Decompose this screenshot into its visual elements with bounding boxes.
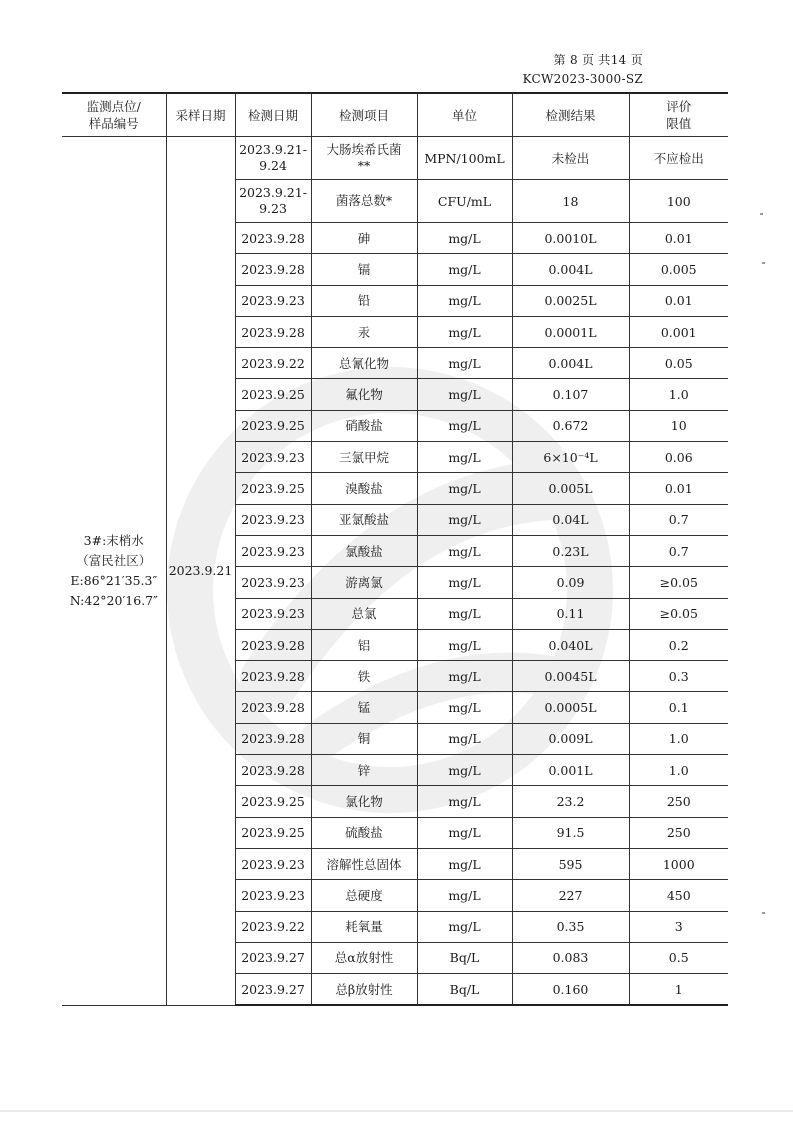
limit-cell: 1.0 [629, 723, 728, 754]
test-date-text: 2023.9.22 [241, 919, 305, 935]
test-date-text: 2023.9.28 [241, 668, 305, 684]
item-text: 铝 [357, 637, 371, 653]
unit-cell: mg/L [417, 567, 512, 598]
result-cell: 0.35 [512, 911, 629, 942]
test-date-text: 2023.9.25 [241, 793, 305, 809]
result-cell: 0.004L [512, 348, 629, 379]
item-cell [311, 473, 417, 504]
test-date-text: 2023.9.28 [241, 261, 305, 277]
test-date-cell [235, 180, 311, 223]
unit-cell: mg/L [417, 661, 512, 692]
header-limit-line1: 评价 [666, 99, 692, 114]
item-text: 菌落总数* [335, 193, 393, 208]
item-cell [311, 348, 417, 379]
limit-cell: 1.0 [629, 379, 728, 410]
item-text: 总氰化物 [338, 355, 389, 371]
item-text: 氟化物 [345, 387, 383, 403]
table-row [62, 137, 728, 180]
result-cell: 0.672 [512, 410, 629, 441]
result-cell: 0.11 [512, 598, 629, 629]
limit-cell: 10 [629, 410, 728, 441]
result-cell: 0.09 [512, 567, 629, 598]
unit-cell: mg/L [417, 755, 512, 786]
site-line3: E:86°21′35.3″ [70, 572, 158, 588]
item-text: 大肠埃希氏菌 [326, 142, 402, 157]
test-date-text: 2023.9.22 [241, 355, 305, 371]
limit-cell: 250 [629, 817, 728, 848]
item-cell [311, 180, 417, 223]
limit-cell: 250 [629, 786, 728, 817]
limit-cell: 3 [629, 911, 728, 942]
result-cell: 0.0005L [512, 692, 629, 723]
result-cell: 0.04L [512, 504, 629, 535]
item-text: ** [357, 158, 371, 173]
test-date-text: 2023.9.23 [241, 293, 305, 309]
test-date-cell [235, 911, 311, 942]
result-cell: 0.004L [512, 254, 629, 285]
test-date-cell [235, 755, 311, 786]
item-cell [311, 442, 417, 473]
item-text: 耗氧量 [345, 919, 383, 935]
unit-cell: mg/L [417, 379, 512, 410]
test-date-text: 2023.9.25 [241, 387, 305, 403]
result-cell: 未检出 [512, 137, 629, 180]
test-date-text: 2023.9.28 [241, 762, 305, 778]
result-cell: 0.107 [512, 379, 629, 410]
header-site-line2: 样品编号 [88, 116, 139, 131]
limit-cell: 0.1 [629, 692, 728, 723]
unit-cell: mg/L [417, 848, 512, 879]
item-cell [311, 598, 417, 629]
limit-cell: 1.0 [629, 755, 728, 786]
scan-speck [762, 912, 765, 914]
test-date-cell [235, 410, 311, 441]
unit-cell: mg/L [417, 692, 512, 723]
unit-cell: mg/L [417, 535, 512, 566]
result-cell: 0.0001L [512, 316, 629, 347]
result-cell: 0.001L [512, 755, 629, 786]
item-text: 总β放射性 [335, 981, 393, 997]
unit-cell: Bq/L [417, 974, 512, 1006]
item-text: 硝酸盐 [345, 418, 383, 434]
item-text: 氯化物 [345, 793, 383, 809]
test-date-text: 2023.9.25 [241, 418, 305, 434]
test-date-cell [235, 504, 311, 535]
item-text: 溶解性总固体 [326, 856, 402, 872]
site-line2: （富民社区） [76, 552, 152, 568]
report-number: KCW2023-3000-SZ [522, 72, 643, 86]
test-date-cell [235, 692, 311, 723]
test-date-text: 9.23 [259, 201, 287, 216]
test-date-text: 2023.9.23 [241, 856, 305, 872]
test-results-table [62, 92, 728, 1006]
item-text: 硫酸盐 [345, 825, 383, 841]
limit-cell: 0.01 [629, 285, 728, 316]
test-date-text: 2023.9.25 [241, 825, 305, 841]
result-cell: 227 [512, 880, 629, 911]
item-text: 锌 [357, 762, 371, 778]
test-date-cell [235, 254, 311, 285]
header-limit [629, 93, 728, 137]
test-date-text: 2023.9.28 [241, 230, 305, 246]
item-text: 总α放射性 [334, 950, 394, 966]
test-date-cell [235, 629, 311, 660]
test-date-cell [235, 786, 311, 817]
unit-cell: mg/L [417, 348, 512, 379]
unit-cell: Bq/L [417, 942, 512, 973]
limit-cell: 0.05 [629, 348, 728, 379]
item-cell [311, 786, 417, 817]
test-date-text: 2023.9.28 [241, 324, 305, 340]
limit-cell: 100 [629, 180, 728, 223]
result-cell: 6×10⁻⁴L [512, 442, 629, 473]
unit-cell: mg/L [417, 223, 512, 254]
item-cell [311, 410, 417, 441]
item-cell [311, 254, 417, 285]
limit-cell: 0.7 [629, 504, 728, 535]
item-cell [311, 223, 417, 254]
test-date-cell [235, 567, 311, 598]
item-cell [311, 817, 417, 848]
item-text: 三氯甲烷 [338, 449, 389, 465]
test-date-cell [235, 598, 311, 629]
test-date-text: 2023.9.27 [241, 950, 305, 966]
item-text: 溴酸盐 [345, 481, 383, 497]
result-cell: 595 [512, 848, 629, 879]
limit-cell: 0.01 [629, 223, 728, 254]
test-date-cell [235, 442, 311, 473]
limit-cell: 450 [629, 880, 728, 911]
item-cell [311, 974, 417, 1006]
unit-cell: MPN/100mL [417, 137, 512, 180]
item-text: 汞 [357, 324, 371, 340]
item-cell [311, 848, 417, 879]
unit-cell: mg/L [417, 254, 512, 285]
test-date-text: 2023.9.28 [241, 731, 305, 747]
result-cell: 0.160 [512, 974, 629, 1006]
test-date-cell [235, 974, 311, 1006]
header-test-date: 检测日期 [235, 93, 311, 137]
limit-cell: 0.7 [629, 535, 728, 566]
test-date-cell [235, 723, 311, 754]
item-text: 总硬度 [345, 887, 383, 903]
site-line4: N:42°20′16.7″ [69, 592, 158, 608]
header-unit: 单位 [417, 93, 512, 137]
test-date-cell [235, 223, 311, 254]
result-cell: 18 [512, 180, 629, 223]
test-date-text: 2023.9.23 [241, 574, 305, 590]
item-cell [311, 755, 417, 786]
limit-cell: ≥0.05 [629, 567, 728, 598]
item-cell [311, 504, 417, 535]
item-text: 铅 [357, 293, 371, 309]
unit-cell: mg/L [417, 723, 512, 754]
table-header-row [62, 93, 728, 137]
unit-cell: mg/L [417, 410, 512, 441]
item-text: 总氯 [351, 606, 377, 622]
page-number: 第 8 页 共14 页 [553, 53, 643, 67]
test-date-text: 2023.9.23 [241, 606, 305, 622]
unit-cell: mg/L [417, 817, 512, 848]
item-text: 亚氯酸盐 [338, 512, 389, 528]
item-cell [311, 137, 417, 180]
item-text: 锰 [357, 700, 371, 716]
test-date-cell [235, 473, 311, 504]
result-cell: 23.2 [512, 786, 629, 817]
test-date-cell [235, 285, 311, 316]
result-cell: 91.5 [512, 817, 629, 848]
test-date-text: 9.24 [259, 158, 287, 173]
item-text: 砷 [357, 230, 371, 246]
limit-cell: ≥0.05 [629, 598, 728, 629]
test-date-text: 2023.9.23 [241, 887, 305, 903]
limit-cell: 0.01 [629, 473, 728, 504]
unit-cell: mg/L [417, 504, 512, 535]
test-date-text: 2023.9.28 [241, 700, 305, 716]
result-cell: 0.009L [512, 723, 629, 754]
result-cell: 0.0025L [512, 285, 629, 316]
test-date-cell [235, 316, 311, 347]
test-date-text: 2023.9.21- [239, 142, 307, 157]
item-cell [311, 379, 417, 410]
test-date-text: 2023.9.28 [241, 637, 305, 653]
item-cell [311, 880, 417, 911]
scan-edge-line [0, 1110, 793, 1112]
header-item: 检测项目 [311, 93, 417, 137]
item-text: 氯酸盐 [345, 543, 383, 559]
item-cell [311, 692, 417, 723]
sample-date-cell: 2023.9.21 [166, 137, 235, 1006]
result-cell: 0.0045L [512, 661, 629, 692]
unit-cell: mg/L [417, 911, 512, 942]
result-cell: 0.23L [512, 535, 629, 566]
test-date-text: 2023.9.27 [241, 981, 305, 997]
header-limit-line2: 限值 [666, 116, 692, 131]
test-date-cell [235, 661, 311, 692]
result-cell: 0.040L [512, 629, 629, 660]
result-cell: 0.0010L [512, 223, 629, 254]
unit-cell: mg/L [417, 285, 512, 316]
unit-cell: mg/L [417, 629, 512, 660]
site-cell [62, 137, 166, 1006]
limit-cell: 1 [629, 974, 728, 1006]
item-cell [311, 285, 417, 316]
test-date-cell [235, 817, 311, 848]
item-text: 镉 [357, 261, 371, 277]
unit-cell: mg/L [417, 316, 512, 347]
page-header-info [523, 52, 643, 88]
test-date-text: 2023.9.21- [239, 185, 307, 200]
test-date-cell [235, 137, 311, 180]
unit-cell: mg/L [417, 598, 512, 629]
limit-cell: 0.2 [629, 629, 728, 660]
scan-speck [760, 213, 763, 215]
item-cell [311, 535, 417, 566]
result-cell: 0.005L [512, 473, 629, 504]
item-cell [311, 723, 417, 754]
test-date-text: 2023.9.25 [241, 481, 305, 497]
test-date-text: 2023.9.23 [241, 512, 305, 528]
limit-cell: 0.001 [629, 316, 728, 347]
site-line1: 3#:末梢水 [83, 532, 144, 548]
limit-cell: 0.3 [629, 661, 728, 692]
test-date-cell [235, 379, 311, 410]
test-date-cell [235, 942, 311, 973]
item-cell [311, 942, 417, 973]
item-cell [311, 567, 417, 598]
result-cell: 0.083 [512, 942, 629, 973]
header-result: 检测结果 [512, 93, 629, 137]
test-date-cell [235, 535, 311, 566]
limit-cell: 0.005 [629, 254, 728, 285]
test-date-text: 2023.9.23 [241, 449, 305, 465]
limit-cell: 1000 [629, 848, 728, 879]
item-text: 游离氯 [345, 574, 383, 590]
limit-cell: 0.06 [629, 442, 728, 473]
test-date-cell [235, 880, 311, 911]
unit-cell: mg/L [417, 880, 512, 911]
test-date-cell [235, 348, 311, 379]
limit-cell: 不应检出 [629, 137, 728, 180]
unit-cell: mg/L [417, 442, 512, 473]
limit-cell: 0.5 [629, 942, 728, 973]
test-date-cell [235, 848, 311, 879]
unit-cell: mg/L [417, 473, 512, 504]
header-site-line1: 监测点位/ [86, 99, 141, 114]
item-cell [311, 316, 417, 347]
item-text: 铁 [357, 668, 371, 684]
test-date-text: 2023.9.23 [241, 543, 305, 559]
item-cell [311, 629, 417, 660]
header-site [62, 93, 166, 137]
header-sample-date: 采样日期 [166, 93, 235, 137]
unit-cell: CFU/mL [417, 180, 512, 223]
unit-cell: mg/L [417, 786, 512, 817]
item-cell [311, 911, 417, 942]
item-cell [311, 661, 417, 692]
scan-speck [762, 262, 765, 264]
item-text: 铜 [357, 731, 371, 747]
